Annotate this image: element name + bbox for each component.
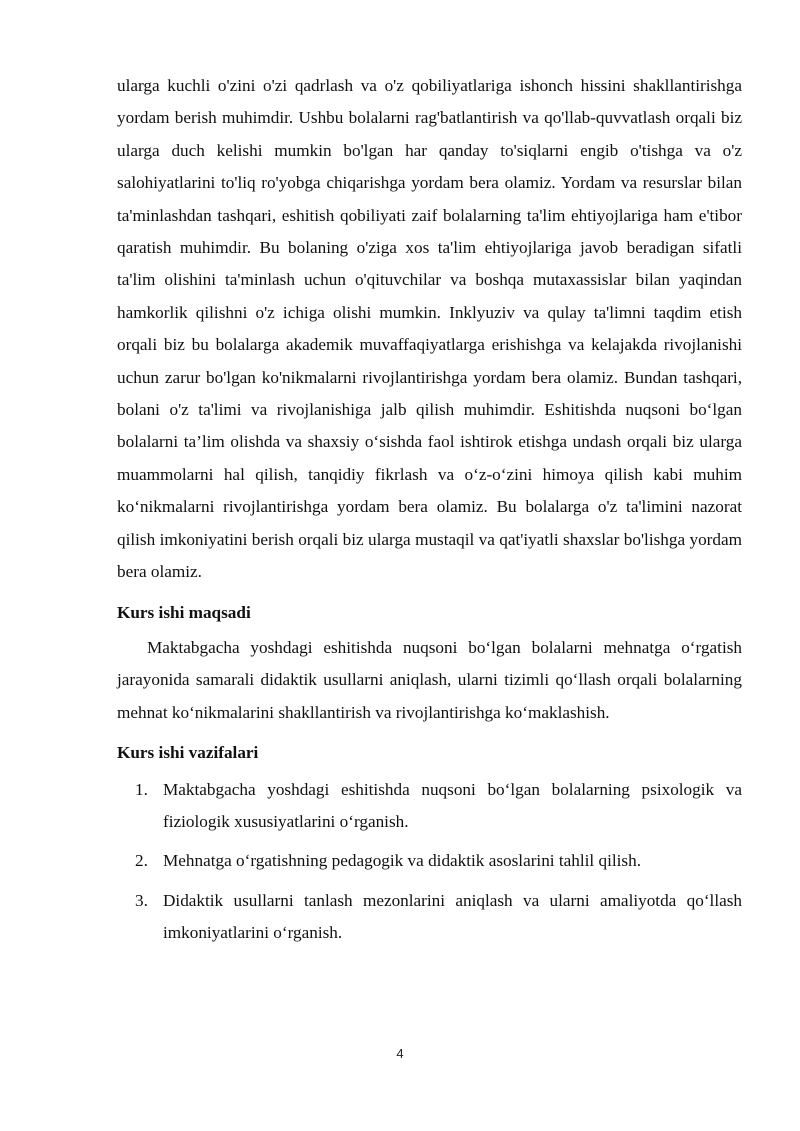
goal-heading: Kurs ishi maqsadi (117, 602, 251, 622)
task-text: Didaktik usullarni tanlash mezonlarini aniqlash va ularni amaliyotda qo‘llash imkoniyatlarini o‘rganish. (163, 890, 742, 943)
tasks-list (117, 774, 742, 950)
task-text: Maktabgacha yoshdagi eshitishda nuqsoni bo‘lgan bolalarning psixologik va fiziologik xususiyatlarini o‘rganish. (163, 779, 742, 831)
task-text: Mehnatga o‘rgatishning pedagogik va didaktik asoslarini tahlil qilish. (163, 851, 641, 871)
body-paragraph: ularga kuchli o'zini o'zi qadrlash va o'z qobiliyatlariga ishonch hissini shakllantirishga yordam berish muhimdir. Ushbu bolalarni rag'batlantirish va qo'llab-quvvatlash orqali biz ularga duch kelishi mumkin bo'lgan har qanday to'siqlarni engib o'tishga va o'z salohiyatlarini to'liq ro'yobga chiqarishga yordam bera olamiz. Yordam va resurslar bilan ta'minlashdan tashqari, eshitish qobiliyati zaif bolalarning ta'lim ehtiyojlariga ham e'tibor qaratish muhimdir. Bu bolaning o'ziga xos ta'lim ehtiyojlariga javob beradigan sifatli ta'lim olishini ta'minlash uchun o'qituvchilar va boshqa mutaxassislar bilan yaqindan hamkorlik qilishni o'z ichiga olishi mumkin. Inklyuziv va qulay ta'limni taqdim etish orqali biz bu bolalarga akademik muvaffaqiyatlarga erishishga va kelajakda rivojlanishi uchun zarur bo'lgan ko'nikmalarni rivojlantirishga yordam bera olamiz. Bundan tashqari, bolani o'z ta'limi va rivojlanishiga jalb qilish muhimdir. Eshitishda nuqsoni bo‘lgan bolalarni ta’lim olishda va shaxsiy o‘sishda faol ishtirok etishga undash orqali biz ularga muammolarni hal qilish, tanqidiy fikrlash va o‘z-o‘zini himoya qilish kabi muhim ko‘nikmalarni rivojlantirishga yordam bera olamiz. Bu bolalarga o'z ta'limini nazorat qilish imkoniyatini berish orqali biz ularga mustaqil va qat'iyatli shaxslar bo'lishga yordam bera olamiz. (117, 76, 742, 582)
page-number: 4 (396, 1046, 404, 1061)
task-number: 2. (135, 851, 148, 871)
tasks-heading: Kurs ishi vazifalari (117, 743, 259, 763)
task-item (117, 845, 742, 877)
goal-paragraph: Maktabgacha yoshdagi eshitishda nuqsoni bo‘lgan bolalarni mehnatga o‘rgatish jarayonida samarali didaktik usullarni aniqlash, ularni tizimli qo‘llash orqali bolalarning mehnat ko‘nikmalarini shakllantirish va rivojlantirishga ko‘maklashish. (117, 637, 742, 722)
task-item (117, 885, 742, 950)
task-number: 1. (135, 779, 148, 799)
task-number: 3. (135, 890, 148, 910)
task-item (117, 774, 742, 839)
page-content (117, 70, 742, 957)
